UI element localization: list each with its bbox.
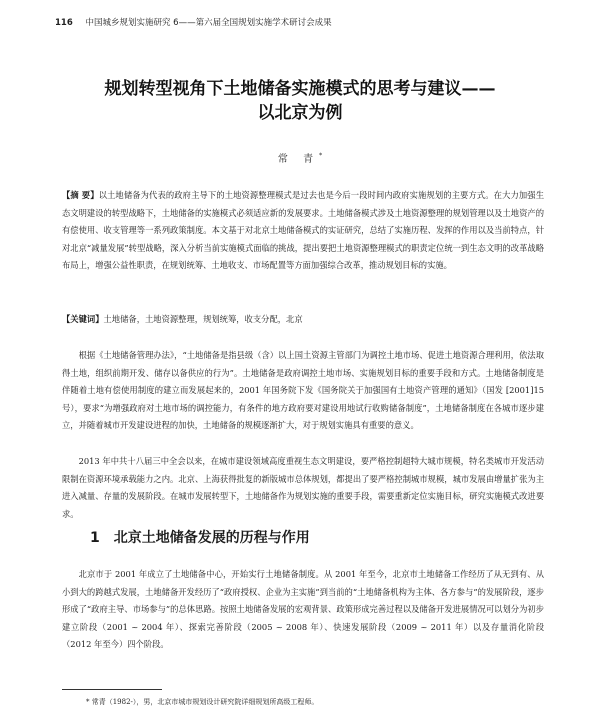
abstract <box>62 187 544 275</box>
page-number: 116 <box>55 18 73 28</box>
author-footnote-mark: * <box>319 152 323 160</box>
body-paragraph-2: 2013 年中共十八届三中全会以来，在城市建设领域高度重视生态文明建设，要严格控制超特大城市规模，特名类城市开发活动限制在资源环境承载能力之内。北京、上海获得批复的新版城市总体规划，都提出了要严格控制城市规模，城市发展由增量扩张为主进入减量、存量的发展阶段。在城市发展转型下，土地储备作为规划实施的重要手段，需要重新定位实施目标，研究实施模式改进要求。 <box>62 456 544 519</box>
running-header <box>55 16 332 28</box>
section-heading <box>90 527 310 547</box>
body-paragraph-1: 根据《土地储备管理办法》，“土地储备是指县级（含）以上国土资源主管部门为调控土地市场、促进土地资源合理利用，依法取得土地，组织前期开发、储存以备供应的行为”。土地储备是政府调控土地市场、实施规划目标的重要手段和方式。土地储备制度是伴随着土地有偿使用制度的建立而发展起来的，2001 年国务院下发《国务院关于加强国有土地资产管理的通知》（国发 [2001]15 号），要求“为增强政府对土地市场的调控能力，有条件的地方政府要对建设用地试行收购储备制度”，土地储备制度在各城市逐步建立，并随着城市开发建设进程的加快，土地储备的规模逐渐扩大，对于规划实施具有重要的意义。 <box>62 350 544 431</box>
footnote: * 常青（1982-），男，北京市城市规划设计研究院详细规划所高级工程师。 <box>86 698 319 706</box>
section-title: 北京土地储备发展的历程与作用 <box>113 530 310 546</box>
keywords-label: 【关键词】 <box>62 314 104 324</box>
keywords-text: 土地储备，土地资源整理，规划统筹，收支分配，北京 <box>103 314 303 324</box>
abstract-label: 【摘 要】 <box>62 190 99 200</box>
author-name: 常 青 <box>277 154 320 165</box>
footnote-divider <box>62 689 162 690</box>
paper-title-line-1: 规划转型视角下土地储备实施模式的思考与建议—— <box>104 79 496 99</box>
author <box>0 150 600 165</box>
paper-title-line-2: 以北京为例 <box>257 103 343 123</box>
section-number: 1 <box>90 530 100 546</box>
abstract-text: 以土地储备为代表的政府主导下的土地资源整理模式是过去也是今后一段时间内政府实施规划的主要方式。在大力加强生态文明建设的转型战略下，土地储备的实施模式必须适应新的发展要求。土地储备模式涉及土地资源整理的规划管理以及土地资产的有偿使用、收支管理等一系列政策制度。本文基于对北京土地储备模式的实证研究，总结了实施历程、发挥的作用以及当前特点，针对北京“减量发展”转型战略，深入分析当前实施模式面临的挑战，提出要把土地资源整理模式的职责定位统一到生态文明的改革战略布局上，增强公益性职责，在规划统筹、土地收支、市场配置等方面加强综合改革，推动规划目标的实施。 <box>62 190 544 271</box>
running-title: 中国城乡规划实施研究 6——第六届全国规划实施学术研讨会成果 <box>85 18 332 28</box>
body-paragraph-3: 北京市于 2001 年成立了土地储备中心，开始实行土地储备制度。从 2001 年至今，北京市土地储备工作经历了从无到有、从小到大的跨越式发展，土地储备开发经历了“政府授权、企业为主实施”到当前的“土地储备机构为主体、各方参与”的发展阶段，逐步形成了“政府主导、市场参与”的总体思路。按照土地储备发展的宏观背景、政策形成完善过程以及储备开发进展情况可以划分为初步建立阶段（2001 ~ 2004 年）、探索完善阶段（2005 ~ 2008 年）、快速发展阶段（2009 ~ 2011 年）以及存量消化阶段（2012 年至今）四个阶段。 <box>62 569 544 650</box>
keywords <box>62 311 544 327</box>
